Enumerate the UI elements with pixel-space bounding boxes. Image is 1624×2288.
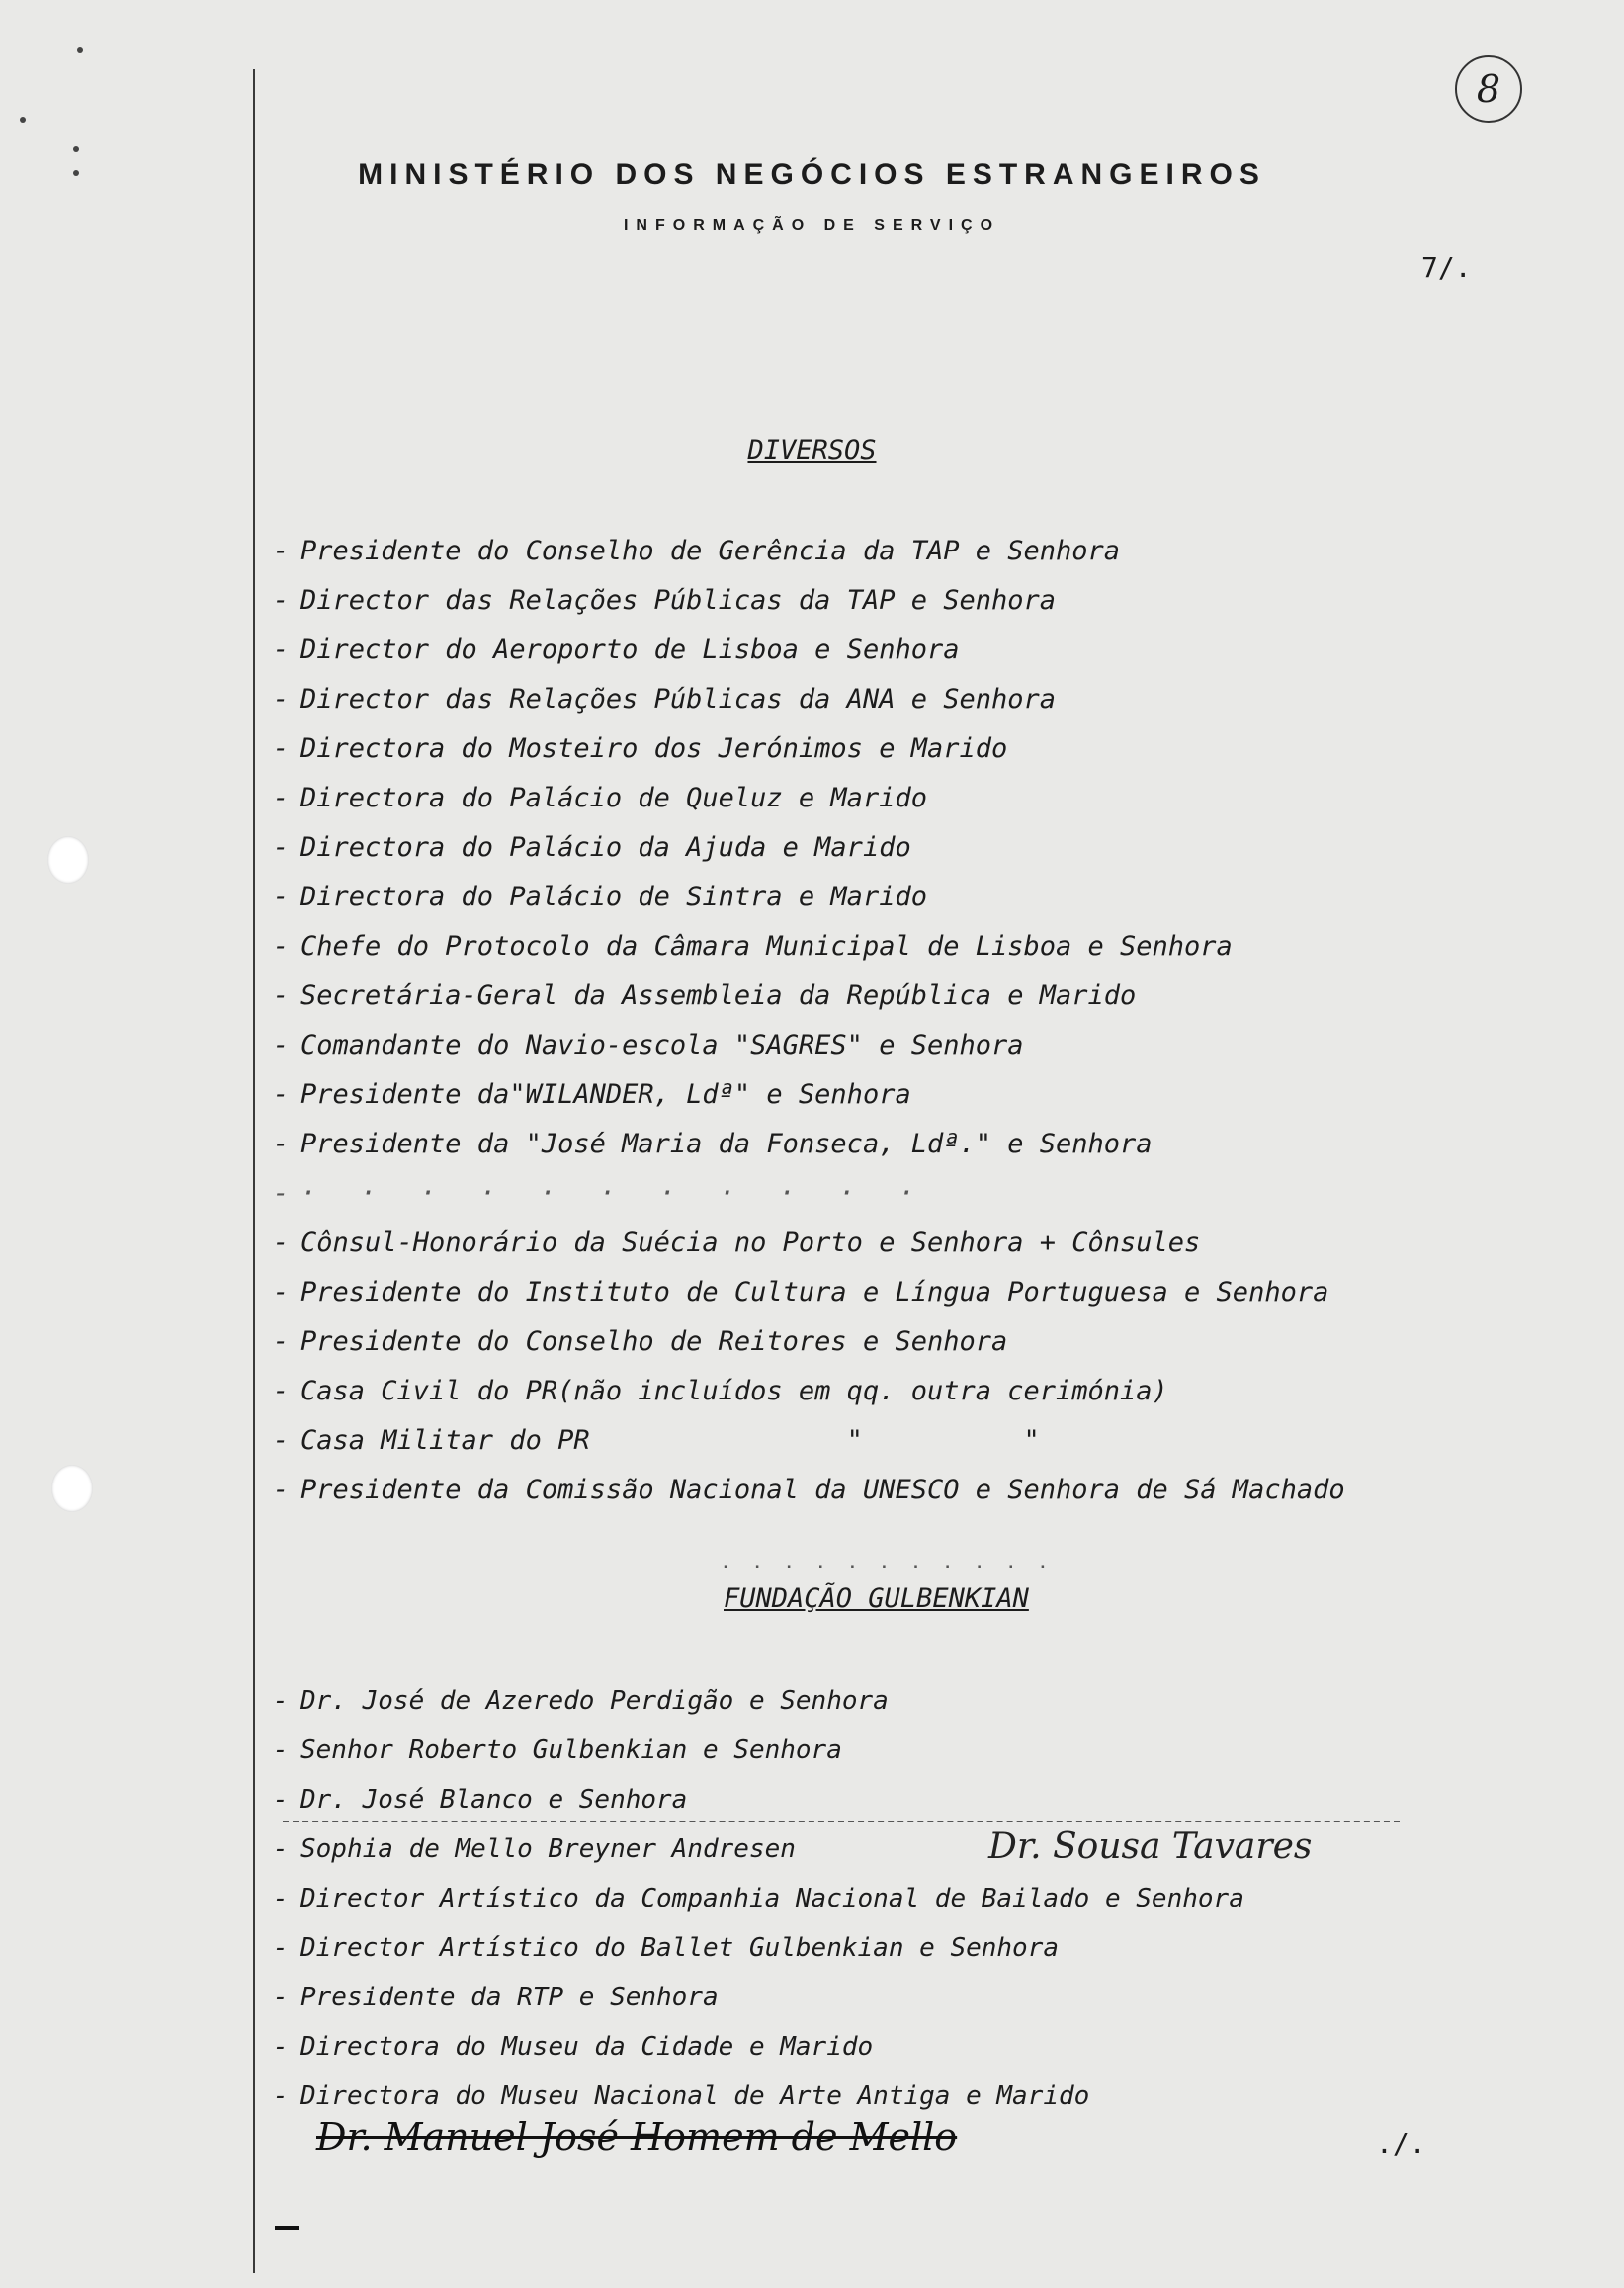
erased-line: -· · · · · · · · · · · [273,1178,929,1209]
list-item: - Directora do Museu Nacional de Arte Antiga e Marido [273,2081,1090,2111]
list-item: - Directora do Palácio de Sintra e Marido [273,882,927,912]
gulbenkian-list [273,1676,1244,2121]
list-item: - Director Artístico da Companhia Nacional de Bailado e Senhora [273,1884,1244,1913]
sheet-reference: 7/. [1421,251,1472,284]
speck [20,117,26,123]
list-item: - Sophia de Mello Breyner Andresen [273,1834,796,1864]
dotted-separator: · · · · · · · · · · · [720,1555,1053,1578]
service-info-subtitle: INFORMAÇÃO DE SERVIÇO [623,217,1001,234]
list-item: - Chefe do Protocolo da Câmara Municipal de Lisboa e Senhora [273,931,1233,962]
list-item: - Presidente da RTP e Senhora [273,1983,719,2012]
handwritten-bottom-entry: Dr. Manuel José Homem de Mello [316,2115,958,2159]
footer-dash [275,2226,299,2230]
list-item: - Presidente da Comissão Nacional da UNESCO e Senhora de Sá Machado [273,1475,1345,1505]
section-title-gulbenkian: FUNDAÇÃO GULBENKIAN [724,1583,1029,1614]
list-item: - Directora do Palácio da Ajuda e Marido [273,832,911,863]
handwritten-annotation: Dr. Sousa Tavares [988,1826,1313,1867]
list-item: - Director do Aeroporto de Lisboa e Senhora [273,635,960,665]
list-item: - Director Artístico do Ballet Gulbenkian e Senhora [273,1933,1060,1963]
punch-hole [51,1465,93,1512]
section-title-diversos: DIVERSOS [747,435,877,466]
list-item: - Dr. José de Azeredo Perdigão e Senhora [273,1686,889,1716]
dashed-rule [283,1821,1400,1822]
list-item: - Casa Civil do PR(não incluídos em qq. outra cerimónia) [273,1376,1168,1406]
page-number-stamp: 8 [1455,55,1522,123]
continuation-mark: ./. [1376,2127,1426,2160]
speck [73,146,79,152]
list-item: - Directora do Palácio de Queluz e Marido [273,783,927,813]
list-item: - Senhor Roberto Gulbenkian e Senhora [273,1736,842,1765]
list-item: - Dr. José Blanco e Senhora [273,1785,688,1815]
speck [77,47,83,53]
list-item: - Presidente do Instituto de Cultura e Língua Portuguesa e Senhora [273,1277,1329,1308]
list-item: - Comandante do Navio-escola "SAGRES" e Senhora [273,1030,1024,1060]
list-item: - Secretária-Geral da Assembleia da República e Marido [273,980,1137,1011]
list-item: - Presidente da"WILANDER, Ldª" e Senhora [273,1079,911,1110]
list-item: - Cônsul-Honorário da Suécia no Porto e Senhora + Cônsules [273,1228,1201,1258]
punch-hole [47,836,89,884]
list-item: - Casa Militar do PR " " [273,1425,1040,1456]
list-item: - Directora do Museu da Cidade e Marido [273,2032,874,2062]
margin-line [253,69,255,2273]
list-item: - Presidente da "José Maria da Fonseca, Ldª." e Senhora [273,1129,1153,1159]
ministry-header: MINISTÉRIO DOS NEGÓCIOS ESTRANGEIROS [358,158,1266,191]
list-item: - Presidente do Conselho de Reitores e Senhora [273,1326,1008,1357]
list-item: - Director das Relações Públicas da ANA e Senhora [273,684,1057,715]
list-item: - Directora do Mosteiro dos Jerónimos e Marido [273,733,1008,764]
list-item: - Presidente do Conselho de Gerência da TAP e Senhora [273,536,1121,566]
diversos-list [273,527,1345,1515]
list-item: - Director das Relações Públicas da TAP e Senhora [273,585,1057,616]
